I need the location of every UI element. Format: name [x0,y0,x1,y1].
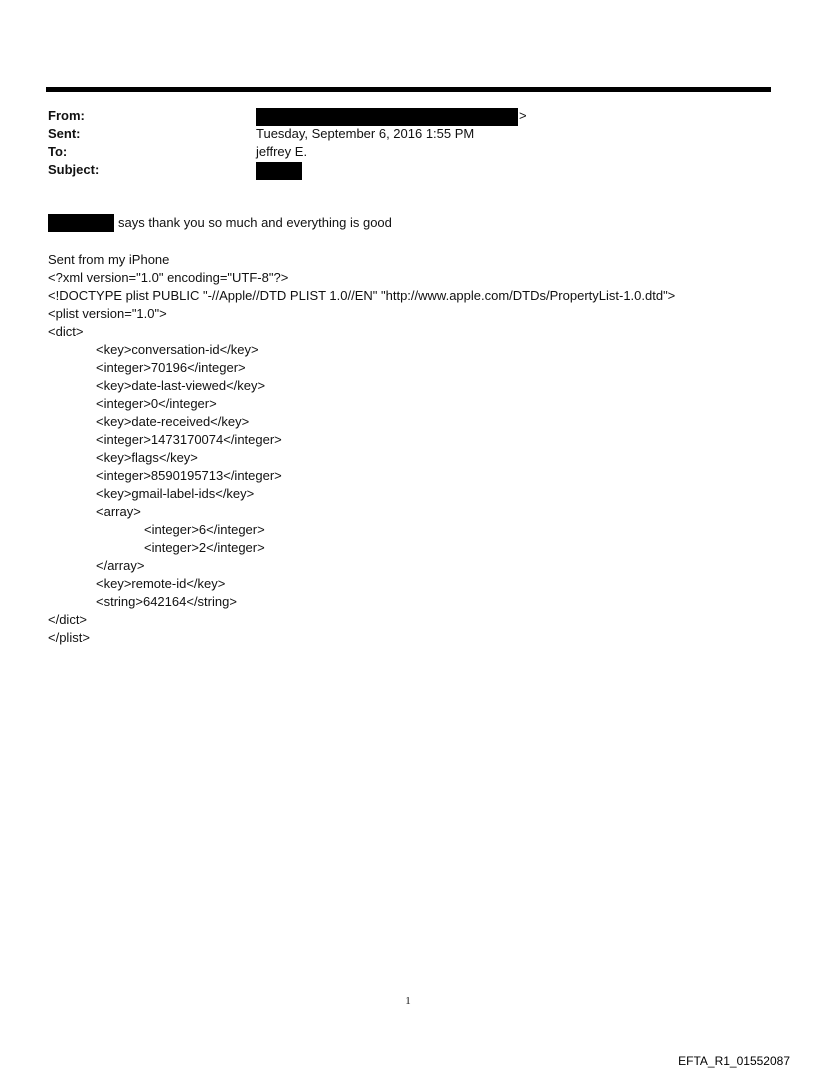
xml-line: <integer>6</integer> [144,522,265,537]
from-label: From: [48,108,85,123]
subject-label: Subject: [48,162,100,177]
from-value [256,107,527,126]
xml-line: </plist> [48,630,90,645]
xml-line: <string>642164</string> [96,594,237,609]
page-number: 1 [405,995,411,1007]
xml-line: </array> [96,558,145,573]
xml-line: <integer>70196</integer> [96,360,246,375]
redaction-block [48,214,114,232]
from-row [48,107,748,125]
sent-row [48,125,748,143]
xml-line: <integer>8590195713</integer> [96,468,282,483]
redaction-block [256,162,302,180]
message-signature: Sent from my iPhone [48,252,170,267]
to-value: jeffrey E. [256,144,308,159]
xml-line: <key>gmail-label-ids</key> [96,486,255,501]
redaction-block [256,108,518,126]
xml-line: <key>date-received</key> [96,414,250,429]
sent-label: Sent: [48,126,81,141]
email-header [48,107,748,179]
message-body [48,214,392,232]
document-id: EFTA_R1_01552087 [678,1054,790,1068]
xml-line: </dict> [48,612,88,627]
sent-value: Tuesday, September 6, 2016 1:55 PM [256,126,475,141]
message-text: says thank you so much and everything is good [118,215,392,230]
subject-row [48,161,748,179]
xml-line: <integer>1473170074</integer> [96,432,282,447]
xml-line: <key>conversation-id</key> [96,342,259,357]
xml-line: <plist version="1.0"> [48,306,167,321]
xml-line: <?xml version="1.0" encoding="UTF-8"?> [48,270,289,285]
to-row [48,143,748,161]
from-value-suffix: > [519,108,527,123]
to-label: To: [48,144,68,159]
header-divider [46,87,771,92]
xml-line: <integer>2</integer> [144,540,265,555]
plist-xml-block [48,269,675,647]
xml-line: <key>flags</key> [96,450,198,465]
xml-line: <key>remote-id</key> [96,576,226,591]
xml-line: <dict> [48,324,84,339]
subject-value [256,161,302,180]
message-line [48,214,392,232]
xml-line: <key>date-last-viewed</key> [96,378,266,393]
xml-line: <array> [96,504,141,519]
xml-line: <integer>0</integer> [96,396,217,411]
xml-line: <!DOCTYPE plist PUBLIC "-//Apple//DTD PLIST 1.0//EN" "http://www.apple.com/DTDs/PropertyList-1.0.dtd"> [48,288,676,303]
